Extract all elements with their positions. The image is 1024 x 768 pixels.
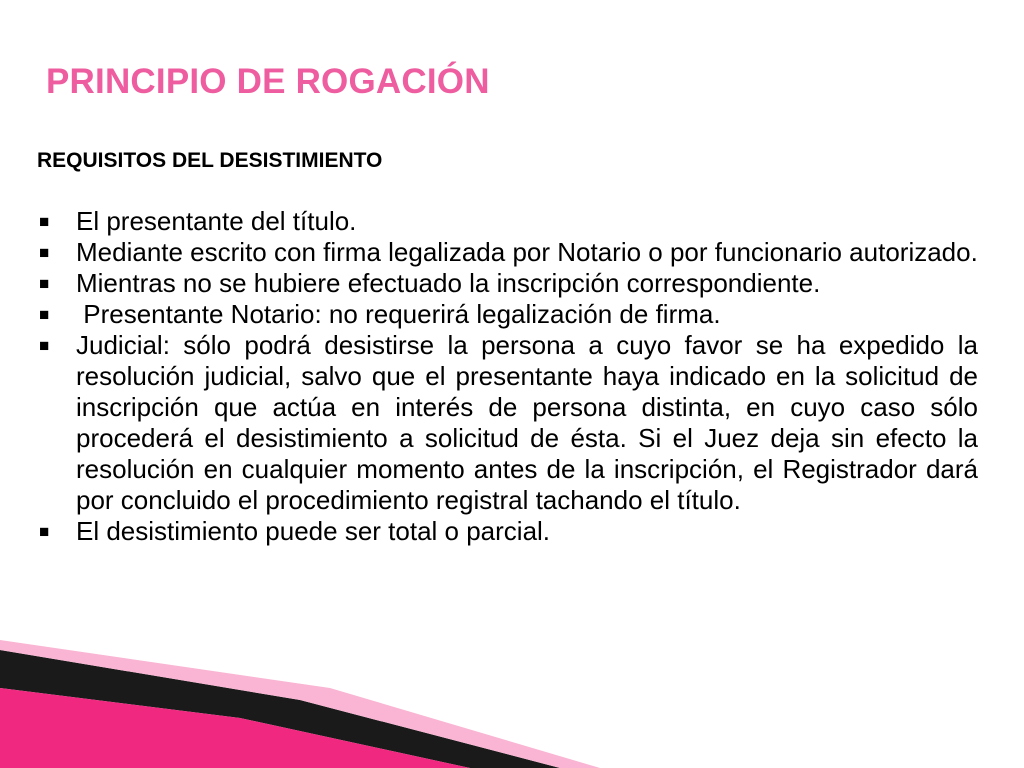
bullet-item [38, 516, 978, 547]
bullet-text: Judicial: sólo podrá desistirse la persona a cuyo favor se ha expedido la resolución judicial, salvo que el presentante haya indicado en la solicitud de inscripción que actúa en interés de persona distinta, en cuyo caso sólo procederá el desistimiento a solicitud de ésta. Si el Juez deja sin efecto la resolución en cualquier momento antes de la inscripción, el Registrador dará por concluido el procedimiento registral tachando el título. [76, 330, 978, 515]
bullet-item [38, 206, 978, 237]
bullet-item [38, 330, 978, 516]
square-bullet-icon: ■ [39, 243, 50, 262]
square-bullet-icon: ■ [39, 274, 50, 293]
bullet-text: Mediante escrito con firma legalizada por Notario o por funcionario autorizado. [76, 237, 978, 267]
bullet-item [38, 299, 978, 330]
bullet-list [38, 206, 978, 547]
bullet-text: El presentante del título. [76, 206, 357, 236]
square-bullet-icon: ■ [39, 212, 50, 231]
bullet-item [38, 237, 978, 268]
bullet-text: Mientras no se hubiere efectuado la inscripción correspondiente. [76, 268, 821, 298]
bullet-text: El desistimiento puede ser total o parcial. [76, 516, 551, 546]
square-bullet-icon: ■ [39, 305, 50, 324]
bullet-item [38, 268, 978, 299]
bullet-text: Presentante Notario: no requerirá legalización de firma. [76, 299, 721, 329]
slide-title: PRINCIPIO DE ROGACIÓN [46, 62, 490, 101]
square-bullet-icon: ■ [39, 336, 50, 355]
slide-subtitle: REQUISITOS DEL DESISTIMIENTO [37, 149, 383, 172]
square-bullet-icon: ■ [39, 522, 50, 541]
